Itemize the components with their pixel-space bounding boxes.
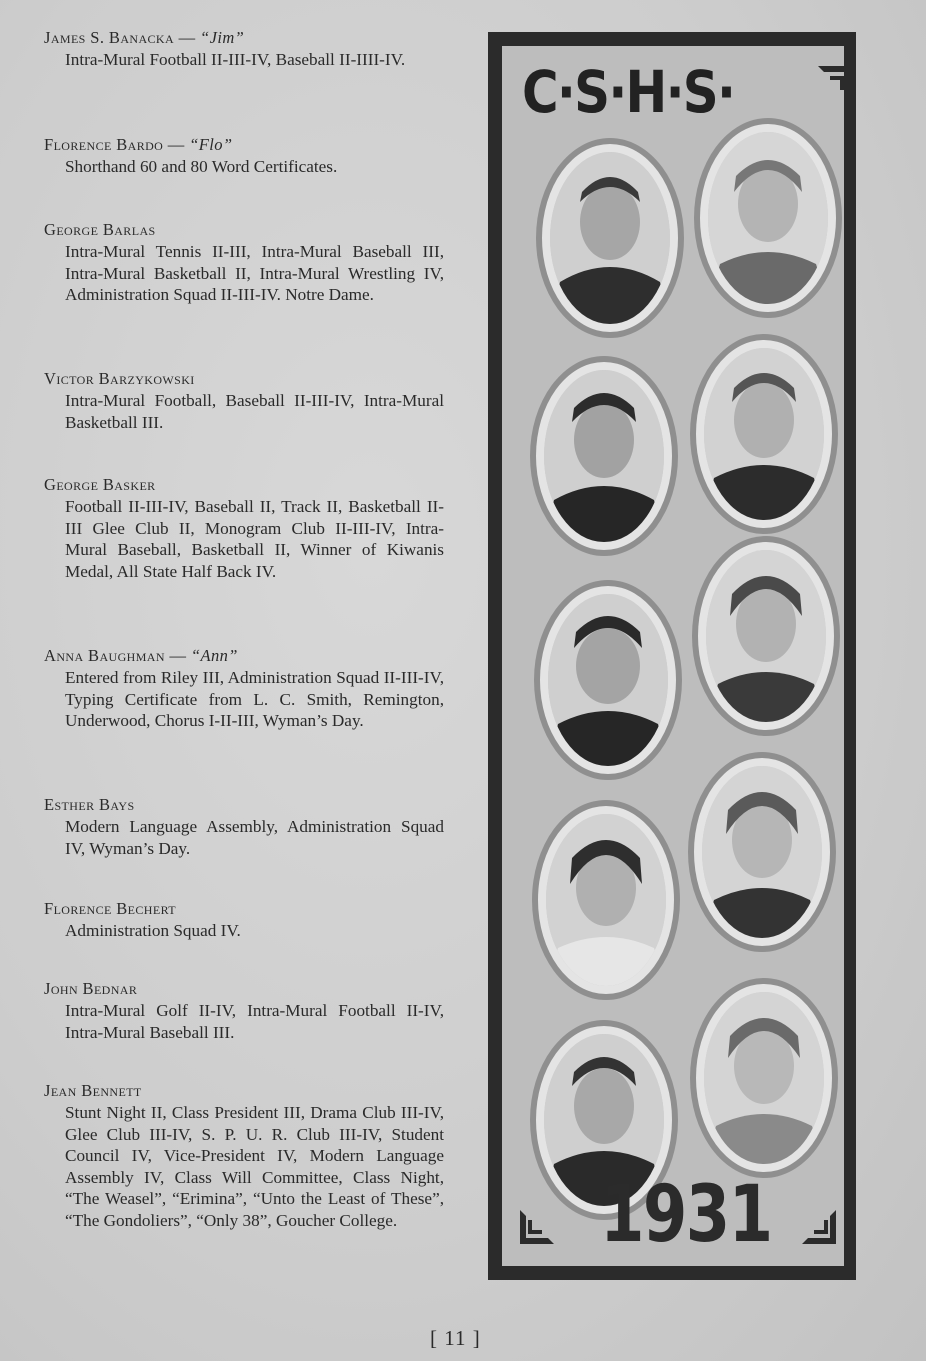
- entry-name-line: [44, 645, 444, 667]
- corner-arrow-icon: [814, 58, 860, 104]
- panel-title: C·S·H·S·: [522, 58, 735, 126]
- student-entry: [44, 794, 444, 859]
- student-activities: Administration Squad IV.: [65, 921, 241, 940]
- portrait-photo-icon: [690, 334, 838, 534]
- student-nickname: “Flo”: [189, 135, 233, 154]
- student-name: George Basker: [44, 475, 156, 494]
- student-name: Victor Barzykowski: [44, 369, 195, 388]
- panel-year: 1931: [600, 1170, 772, 1260]
- student-entry: [44, 368, 444, 433]
- entry-name-line: [44, 134, 444, 156]
- portrait-photo-icon: [532, 800, 680, 1000]
- portrait-photo-icon: [530, 356, 678, 556]
- student-activities: Intra-Mural Football II-III-IV, Baseball II-IIII-IV.: [65, 50, 406, 69]
- student-entry: [44, 27, 444, 71]
- student-activities: Football II-III-IV, Baseball II, Track II, Basketball II-III Glee Club II, Monogram Club II-III-IV, Intra-Mural Baseball, Basketball II, Winner of Kiwanis Medal, All State Half Back IV.: [65, 497, 444, 581]
- student-entry: [44, 474, 444, 582]
- student-activities: Intra-Mural Tennis II-III, Intra-Mural Baseball III, Intra-Mural Basketball II, Intra-Mural Wrestling IV, Administration Squad II-III-IV. Notre Dame.: [65, 242, 444, 305]
- student-entry: [44, 1080, 444, 1232]
- student-activities: Stunt Night II, Class President III, Drama Club III-IV, Glee Club III-IV, S. P. U. R. Club III-IV, Student Council IV, Vice-President IV, Modern Language Assembly IV, Class Will Committee, Class Night, “The Weasel”, “Erimina”, “Unto the Least of These”, “The Gondoliers”, “Only 38”, Goucher College.: [65, 1103, 444, 1230]
- student-name: James S. Banacka: [44, 28, 175, 47]
- student-activities: Intra-Mural Football, Baseball II-III-IV, Intra-Mural Basketball III.: [65, 391, 444, 432]
- corner-arrow-icon: [798, 1206, 844, 1252]
- portrait-photo-icon: [534, 580, 682, 780]
- student-name: Florence Bechert: [44, 899, 176, 918]
- portrait-photo-icon: [694, 118, 842, 318]
- dash: —: [178, 28, 196, 47]
- student-activities: Intra-Mural Golf II-IV, Intra-Mural Football II-IV, Intra-Mural Baseball III.: [65, 1001, 444, 1042]
- student-activities: Shorthand 60 and 80 Word Certificates.: [65, 157, 338, 176]
- student-activities: Modern Language Assembly, Administration Squad IV, Wyman’s Day.: [65, 817, 444, 858]
- student-name: Esther Bays: [44, 795, 135, 814]
- student-nickname: “Ann”: [190, 646, 238, 665]
- student-name: Anna Baughman: [44, 646, 165, 665]
- student-name: Florence Bardo: [44, 135, 164, 154]
- student-entry: [44, 645, 444, 732]
- student-nickname: “Jim”: [200, 28, 245, 47]
- student-name: George Barlas: [44, 220, 156, 239]
- student-entry: [44, 134, 444, 178]
- portrait-photo-icon: [690, 978, 838, 1178]
- page-number: [ 11 ]: [430, 1326, 481, 1350]
- student-entry: [44, 219, 444, 306]
- portrait-photo-icon: [688, 752, 836, 952]
- dash: —: [167, 135, 185, 154]
- student-name: John Bednar: [44, 979, 138, 998]
- student-activities: Entered from Riley III, Administration Squad II-III-IV, Typing Certificate from L. C. Smith, Remington, Underwood, Chorus I-II-III, Wyman’s Day.: [65, 668, 444, 731]
- portrait-photo-icon: [692, 536, 840, 736]
- student-entry: [44, 898, 444, 942]
- dash: —: [169, 646, 187, 665]
- student-name: Jean Bennett: [44, 1081, 142, 1100]
- portrait-photo-icon: [536, 138, 684, 338]
- student-entry: [44, 978, 444, 1043]
- entry-name-line: [44, 27, 444, 49]
- corner-arrow-icon: [512, 1206, 558, 1252]
